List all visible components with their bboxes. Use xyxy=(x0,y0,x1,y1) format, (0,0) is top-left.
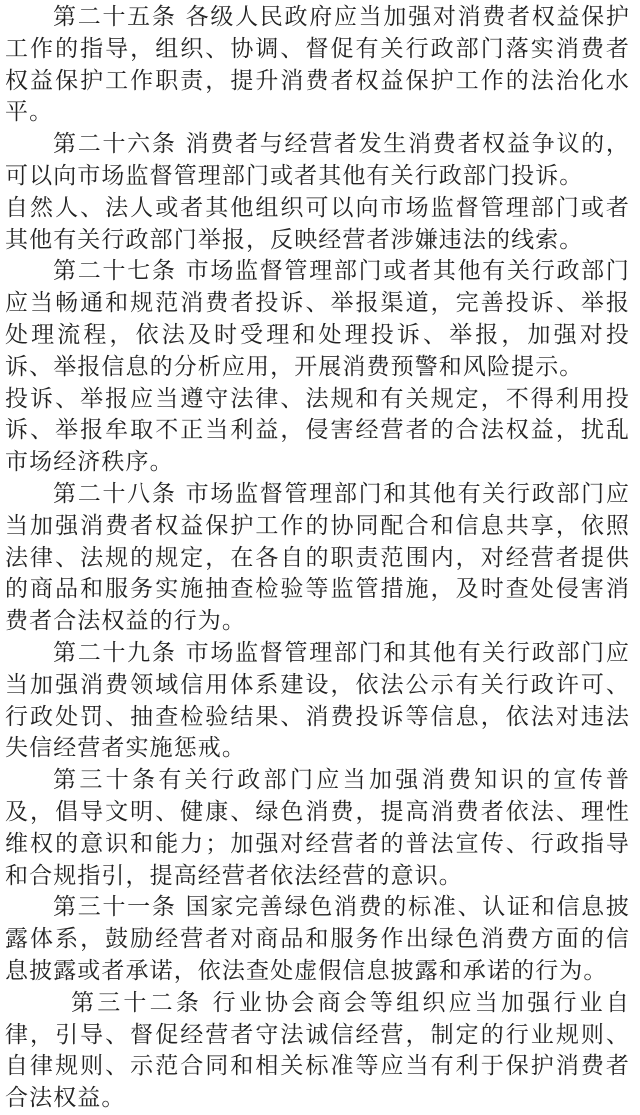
article-29-paragraph: 第二十九条 市场监督管理部门和其他有关行政部门应当加强消费领域信用体系建设，依法公示有关行政许可、行政处罚、抽查检验结果、消费投诉等信息，依法对违法失信经营者实施惩戒。 xyxy=(5,639,630,762)
article-32-paragraph: 第三十二条 行业协会商会等组织应当加强行业自律，引导、督促经营者守法诚信经营，制定的行业规则、自律规则、示范合同和相关标准等应当有利于保护消费者合法权益。 xyxy=(5,989,630,1112)
article-30-paragraph: 第三十条有关行政部门应当加强消费知识的宣传普及，倡导文明、健康、绿色消费，提高消费者依法、理性维权的意识和能力；加强对经营者的普法宣传、行政指导和合规指引，提高经营者依法经营的意识。 xyxy=(5,767,630,889)
article-31-paragraph: 第三十一条 国家完善绿色消费的标准、认证和信息披露体系，鼓励经营者对商品和服务作出绿色消费方面的信息披露或者承诺，依法查处虚假信息披露和承诺的行为。 xyxy=(5,894,630,984)
article-28-paragraph: 第二十八条 市场监督管理部门和其他有关行政部门应当加强消费者权益保护工作的协同配合和信息共享，依照法律、法规的规定，在各自的职责范围内，对经营者提供的商品和服务实施抽查检验等监管措施，及时查处侵害消费者合法权益的行为。 xyxy=(5,480,630,635)
article-26-paragraph: 第二十六条 消费者与经营者发生消费者权益争议的，可以向市场监督管理部门或者其他有关行政部门投诉。 xyxy=(5,131,630,189)
article-27-paragraph: 第二十七条 市场监督管理部门或者其他有关行政部门应当畅通和规范消费者投诉、举报渠道，完善投诉、举报处理流程，依法及时受理和处理投诉、举报，加强对投诉、举报信息的分析应用，开展消费预警和风险提示。 xyxy=(5,258,630,380)
article-25-paragraph: 第二十五条 各级人民政府应当加强对消费者权益保护工作的指导，组织、协调、督促有关行政部门落实消费者权益保护工作职责，提升消费者权益保护工作的法治化水平。 xyxy=(5,4,630,126)
article-27-continuation-paragraph: 投诉、举报应当遵守法律、法规和有关规定，不得利用投诉、举报牟取不正当利益，侵害经营者的合法权益，扰乱市场经济秩序。 xyxy=(5,385,630,476)
article-26-continuation-paragraph: 自然人、法人或者其他组织可以向市场监督管理部门或者其他有关行政部门举报，反映经营者涉嫌违法的线索。 xyxy=(5,194,630,253)
